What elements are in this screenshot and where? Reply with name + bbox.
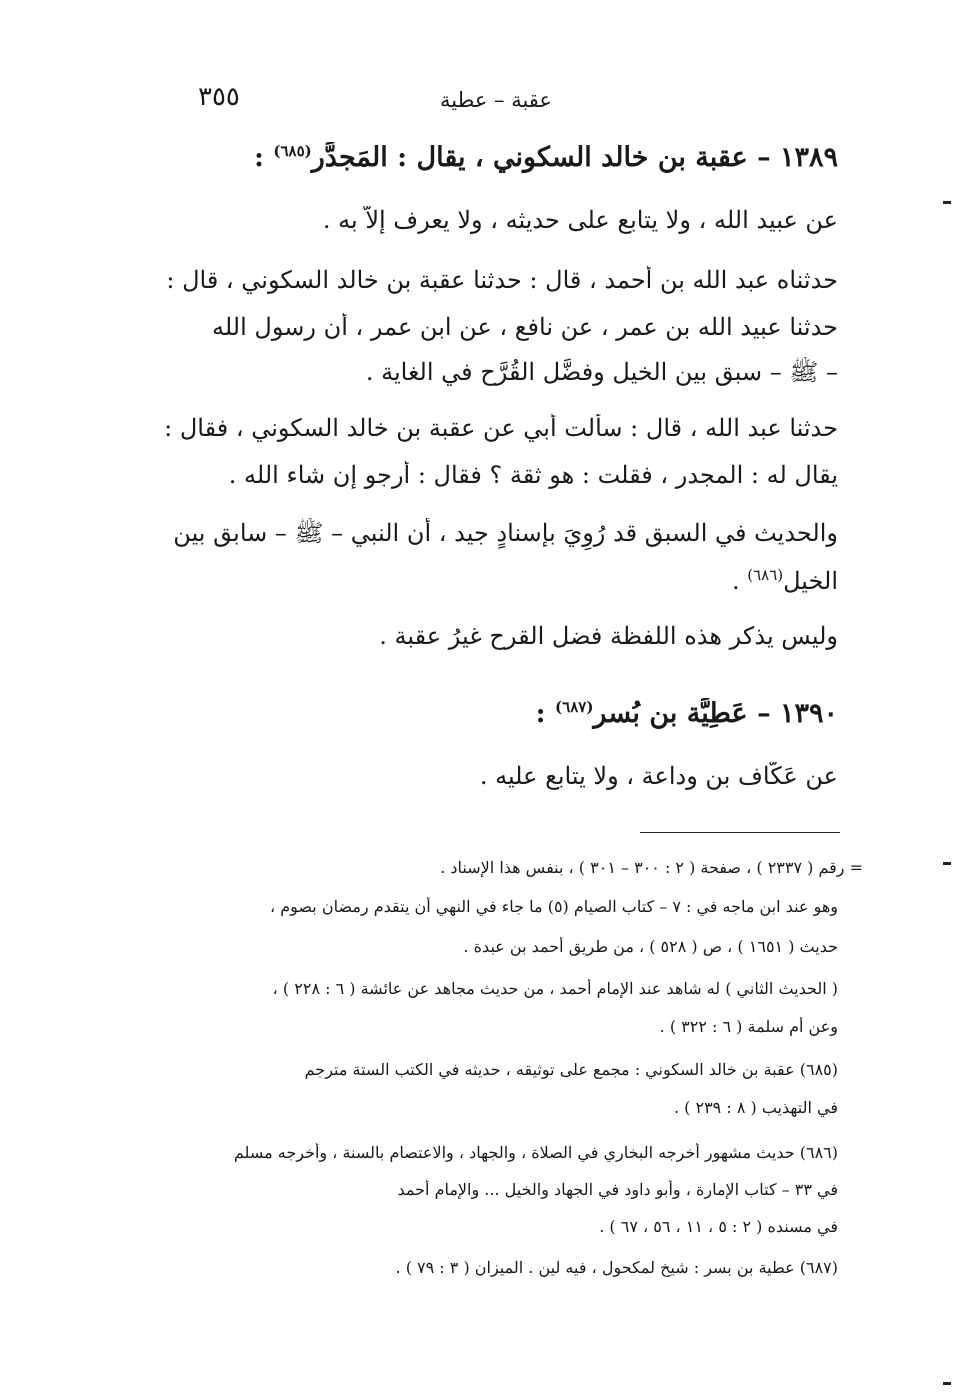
body-line: يقال له : المجدر ، فقلت : هو ثقة ؟ فقال : أرجو إن شاء الله . bbox=[228, 461, 838, 489]
footnote-line: (٦٨٧) عطية بن بسر : شيخ لمكحول ، فيه لين . الميزان ( ٣ : ٧٩ ) . bbox=[395, 1258, 838, 1277]
scan-edge-mark bbox=[943, 862, 951, 865]
body-line: عن عبيد الله ، ولا يتابع على حديثه ، ولا يعرف إلاَّ به . bbox=[322, 206, 838, 234]
footnote-line: وعن أم سلمة ( ٦ : ٣٢٢ ) . bbox=[659, 1017, 838, 1036]
footnote-separator bbox=[640, 832, 840, 833]
entry-heading-text: ١٣٩٠ – عَطِيَّة بن بُسر bbox=[593, 698, 838, 729]
page-number: ٣٥٥ bbox=[198, 82, 240, 112]
footnote-line: = رقم ( ٢٣٣٧ ) ، صفحة ( ٢ : ٣٠٠ – ٣٠١ ) ، بنفس هذا الإسناد . bbox=[440, 858, 863, 877]
entry-heading-text: ١٣٨٩ – عقبة بن خالد السكوني ، يقال : المَجدَّر bbox=[311, 142, 838, 173]
footnote-line: في التهذيب ( ٨ : ٢٣٩ ) . bbox=[673, 1098, 838, 1117]
body-line: حدثنا عبد الله ، قال : سألت أبي عن عقبة بن خالد السكوني ، فقال : bbox=[164, 414, 838, 442]
footnote-line: في ٣٣ – كتاب الإمارة ، وأبو داود في الجهاد والخيل ... والإمام أحمد bbox=[397, 1180, 838, 1199]
footnote-line: حديث ( ١٦٥١ ) ، ص ( ٥٢٨ ) ، من طريق أحمد بن عبدة . bbox=[463, 937, 838, 956]
body-line: والحديث في السبق قد رُوِيَ بإسنادٍ جيد ، أن النبي – ﷺ – سابق بين bbox=[173, 519, 838, 547]
footnote-line: وهو عند ابن ماجه في : ٧ – كتاب الصيام (٥) ما جاء في النهي أن يتقدم رمضان بصوم ، bbox=[270, 897, 838, 916]
footnote-ref-685[interactable]: (٦٨٥) bbox=[273, 142, 312, 160]
body-line: – ﷺ – سبق بين الخيل وفضَّل القُرَّح في الغاية . bbox=[365, 358, 838, 386]
entry-heading-1389 bbox=[150, 142, 838, 173]
footnote-line: في مسنده ( ٢ : ٥ ، ١١ ، ٥٦ ، ٦٧ ) . bbox=[599, 1217, 838, 1236]
body-line: وليس يذكر هذه اللفظة فضل القرح غيرُ عقبة . bbox=[379, 622, 838, 650]
body-line: عن عَكَّاف بن وداعة ، ولا يتابع عليه . bbox=[479, 762, 838, 790]
line-end: . bbox=[731, 567, 748, 595]
heading-colon: : bbox=[253, 142, 274, 173]
footnote-ref-687[interactable]: (٦٨٧) bbox=[555, 698, 594, 716]
footnote-line: (٦٨٦) حديث مشهور أخرجه البخاري في الصلاة ، والجهاد ، والاعتصام بالسنة ، وأخرجه مسلم bbox=[233, 1143, 838, 1162]
running-head: عقبة – عطية bbox=[440, 88, 552, 112]
entry-heading-1390 bbox=[150, 698, 838, 729]
footnote-line: (٦٨٥) عقبة بن خالد السكوني : مجمع على توثيقه ، حديثه في الكتب الستة مترجم bbox=[304, 1060, 838, 1079]
body-line: حدثنا عبيد الله بن عمر ، عن نافع ، عن ابن عمر ، أن رسول الله bbox=[211, 313, 838, 341]
body-line: حدثناه عبد الله بن أحمد ، قال : حدثنا عقبة بن خالد السكوني ، قال : bbox=[166, 266, 838, 294]
body-text: الخيل bbox=[783, 567, 838, 595]
scan-edge-mark bbox=[943, 1382, 951, 1385]
heading-colon: : bbox=[535, 698, 556, 729]
footnote-ref-686[interactable]: (٦٨٦) bbox=[747, 566, 784, 584]
footnote-line: ( الحديث الثاني ) له شاهد عند الإمام أحمد ، من حديث مجاهد عن عائشة ( ٦ : ٢٢٨ ) ، bbox=[272, 979, 838, 998]
scan-edge-mark bbox=[943, 201, 951, 204]
body-line-with-note bbox=[150, 566, 838, 595]
